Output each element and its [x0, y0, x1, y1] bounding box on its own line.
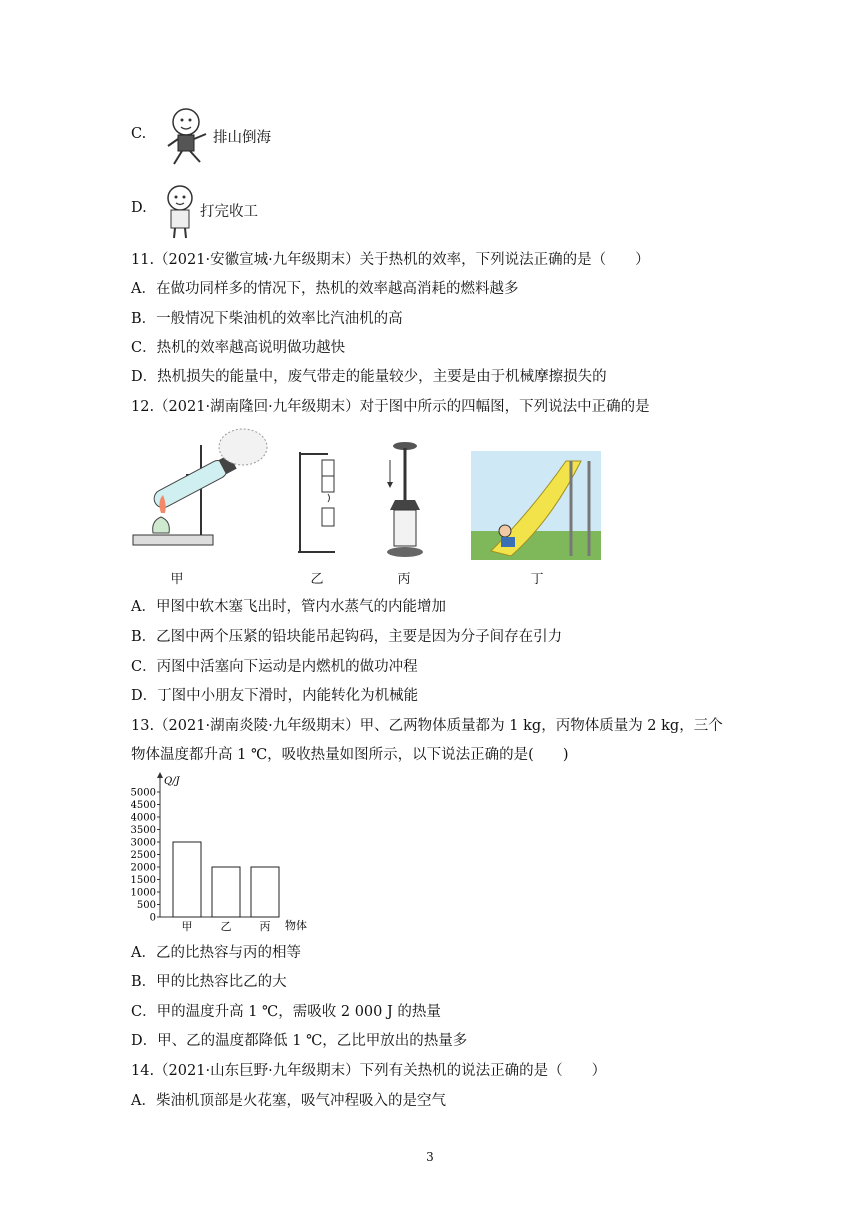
y-axis-arrow	[157, 772, 163, 778]
y-axis-label: Q/J	[164, 776, 180, 787]
q12-stem: 12.（2021·湖南隆回·九年级期末）对于图中所示的四幅图，下列说法中正确的是	[131, 399, 650, 415]
figure-caption-yi: 乙	[310, 572, 324, 587]
y-tick-label: 1000	[131, 887, 156, 899]
q13-option-a: A．乙的比热容与丙的相等	[131, 945, 301, 961]
figure-caption-ding: 丁	[530, 572, 544, 587]
page-number: 3	[426, 1150, 434, 1164]
y-tick-label: 0	[149, 912, 156, 924]
x-tick-label: 丙	[259, 920, 271, 933]
bar-2	[251, 867, 279, 917]
q10-option-c-text: 排山倒海	[213, 130, 271, 146]
q10-option-c	[131, 126, 146, 142]
y-tick-label: 2000	[131, 862, 156, 874]
q12-option-a: A．甲图中软木塞飞出时，管内水蒸气的内能增加	[131, 599, 446, 615]
y-tick-label: 500	[136, 900, 156, 911]
q14-stem: 14.（2021·山东巨野·九年级期末）下列有关热机的说法正确的是（ ）	[131, 1063, 607, 1079]
q11-option-c: C．热机的效率越高说明做功越快	[131, 340, 346, 356]
option-letter: D.	[131, 200, 147, 216]
x-tick-label: 甲	[181, 920, 193, 933]
q13-option-c: C．甲的温度升高 1 ℃，需吸收 2 000 J 的热量	[131, 1004, 441, 1020]
playground-slide-figure	[471, 451, 601, 560]
q12-option-d: D．丁图中小朋友下滑时，内能转化为机械能	[131, 688, 419, 704]
q12-option-c: C．丙图中活塞向下运动是内燃机的做功冲程	[131, 659, 418, 675]
q13-option-d: D．甲、乙的温度都降低 1 ℃，乙比甲放出的热量多	[131, 1033, 468, 1049]
figure-caption-jia: 甲	[170, 572, 184, 587]
option-letter: C.	[131, 126, 147, 142]
figure-caption-bing: 丙	[397, 572, 411, 587]
q10-option-d	[131, 200, 147, 216]
x-tick-label: 乙	[220, 920, 232, 933]
q14-option-a: A．柴油机顶部是火花塞，吸气冲程吸入的是空气	[131, 1093, 446, 1109]
q11-option-d: D．热机损失的能量中，废气带走的能量较少，主要是由于机械摩擦损失的	[131, 369, 607, 385]
y-tick-label: 4000	[131, 812, 156, 824]
q13-stem-line1: 13.（2021·湖南炎陵·九年级期末）甲、乙两物体质量都为 1 kg，丙物体质量为 2 kg，三个	[131, 718, 723, 734]
y-tick-label: 3000	[131, 837, 156, 849]
cartoon-figure-standing-icon	[162, 182, 198, 240]
q12-option-b: B．乙图中两个压紧的铅块能吊起钩码，主要是因为分子间存在引力	[131, 629, 563, 645]
q11-option-a: A．在做功同样多的情况下，热机的效率越高消耗的燃料越多	[131, 281, 519, 297]
bar-0	[173, 842, 201, 917]
x-axis-label: 物体	[285, 919, 307, 932]
y-tick-label: 1500	[131, 875, 156, 886]
y-tick-label: 5000	[131, 787, 156, 799]
q11-stem: 11.（2021·安徽宣城·九年级期末）关于热机的效率，下列说法正确的是（ ）	[131, 252, 650, 268]
steam-test-tube-figure	[131, 425, 271, 560]
y-tick-label: 4500	[131, 800, 156, 811]
cartoon-figure-running-icon	[164, 104, 210, 168]
piston-cylinder-figure	[380, 440, 430, 560]
q13-stem-line2: 物体温度都升高 1 ℃，吸收热量如图所示，以下说法正确的是( )	[131, 747, 569, 763]
bar-1	[212, 867, 240, 917]
q10-option-d-text: 打完收工	[200, 204, 258, 220]
q13-option-b: B．甲的比热容比乙的大	[131, 974, 287, 990]
q11-option-b: B．一般情况下柴油机的效率比汽油机的高	[131, 311, 403, 327]
heat-absorption-bar-chart	[131, 772, 321, 937]
y-tick-label: 3500	[131, 825, 156, 836]
lead-blocks-figure	[290, 448, 340, 560]
y-tick-label: 2500	[131, 850, 156, 861]
